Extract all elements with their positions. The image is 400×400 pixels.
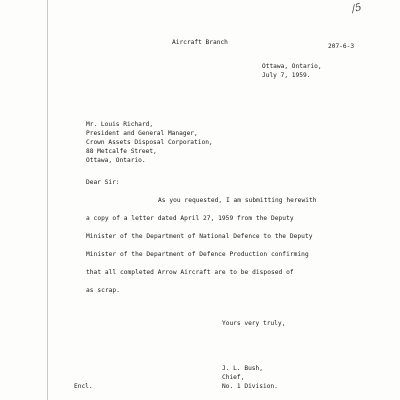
signatory-name: J. L. Bush,: [222, 365, 263, 372]
enclosure-note: Encl.: [74, 383, 93, 390]
recipient-title: President and General Manager,: [86, 130, 198, 137]
body-line: Minister of the Department of National Defence to the Deputy: [86, 233, 313, 240]
location-line: Ottawa, Ontario,: [262, 63, 322, 70]
body-line: as scrap.: [86, 287, 120, 294]
closing: Yours very truly,: [222, 320, 286, 327]
body-line: that all completed Arrow Aircraft are to be disposed of: [86, 269, 294, 276]
body-line: As you requested, I am submitting herewith: [158, 197, 317, 204]
body-line: a copy of a letter dated April 27, 1959 from the Deputy: [86, 215, 294, 222]
recipient-company: Crown Assets Disposal Corporation,: [86, 139, 213, 146]
signatory-division: No. 1 Division.: [222, 383, 278, 390]
recipient-street: 88 Metcalfe Street,: [86, 148, 157, 155]
page-edge: [47, 0, 48, 400]
letter-date: July 7, 1959.: [262, 72, 311, 79]
salutation: Dear Sir:: [86, 179, 120, 186]
signatory-title: Chief,: [222, 374, 245, 381]
file-number: 207-6-3: [328, 43, 355, 50]
recipient-name: Mr. Louis Richard,: [86, 121, 154, 128]
body-line: Minister of the Department of Defence Production confirming: [86, 251, 309, 258]
corner-handwritten-mark: /5: [350, 1, 363, 16]
branch-heading: Aircraft Branch: [172, 39, 228, 46]
recipient-city: Ottawa, Ontario.: [86, 157, 146, 164]
